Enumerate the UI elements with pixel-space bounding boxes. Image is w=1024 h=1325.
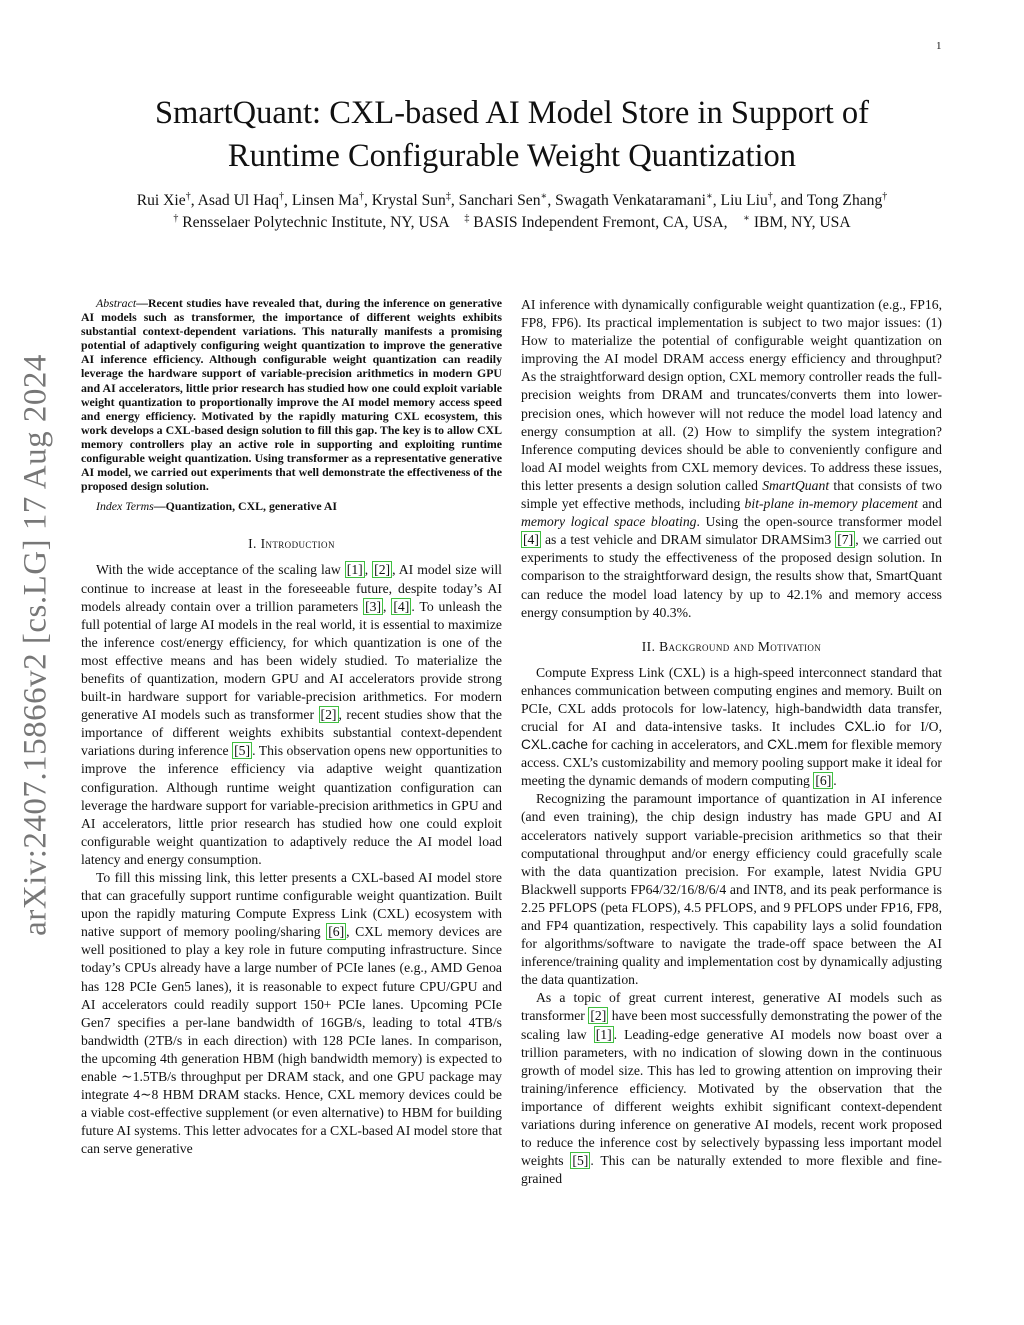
- text-run: , we carried out experiments to study the effectiveness of the proposed design solution. In comparison to the straightforward design, the results show that, SmartQuant can reduce the model load latency by up to 42.1% and memory access energy consumption by 40.3%.: [521, 532, 942, 620]
- title-line-2: Runtime Configurable Weight Quantization: [227, 138, 797, 174]
- background-paragraph-2: Recognizing the paramount importance of quantization in AI inference (and even training), the chip design industry has made GPU and AI accelerators natively support variable-precision arithmetics so that their computational throughput and/or energy efficiency could gracefully scale with the data quantization precision. For example, latest Nvidia GPU Blackwell supports FP64/32/16/8/6/4 and INT8, and its peak performance is 2.25 PFLOPS (peta FLOPS), 4.5 PFLOPS, and 9 PFLOPS under FP16, FP8, and FP4 quantization, respectively. This capability lays a solid foundation for algorithms/software to navigate the trade-off space between the AI inference/training quality and implementation cost by dynamically adjusting the data quantization.: [521, 791, 942, 988]
- index-terms-text: —Quantization, CXL, generative AI: [153, 499, 338, 514]
- text-run: . To unleash the full potential of large AI models in the real world, it is essential to maximize the inference cost/energy efficiency, for which quantization is one of the most effective means and has been widely studied. To materialize the benefits of quantization, modern GPU and AI accelerators provide strong built-in hardware support for variable-precision arithmetics. For modern generative AI models such as transformer: [81, 598, 502, 723]
- affiliation-mark: ‡: [464, 212, 470, 224]
- paper-title: [80, 92, 944, 178]
- citation-link[interactable]: [2]: [320, 707, 337, 723]
- right-column: [521, 296, 942, 1188]
- author-mark: †: [882, 190, 888, 202]
- citation-link[interactable]: [4]: [393, 598, 410, 614]
- emphasis: memory logical space bloating: [521, 514, 697, 530]
- intro-paragraph-1: [81, 561, 502, 869]
- intro-paragraph-2-continued: [521, 296, 942, 622]
- abstract-text: —Recent studies have revealed that, during the inference on generative AI models such as transformer, the importance of different weights exhibits substantial context-dependent variations. This naturally manifests a promising potential of adaptively configuring weight quantization to improve the generative AI inference efficiency. Although configurable weight quantization can readily leverage the hardware support of variable-precision arithmetics in modern GPU and AI accelerators, little prior research has studied how one could exploit variable weight quantization to proportionally improve the AI model memory access speed and energy efficiency. Motivated by the rapidly maturing CXL ecosystem, this work develops a CXL-based design solution to fill this gap. The key is to allow CXL memory controllers play an active role in supporting and exploiting runtime configurable weight quantization. Using transformer as a representative generative AI model, we carried out experiments that well demonstrate the effectiveness of the proposed design solution.: [81, 296, 502, 494]
- text-run: Compute Express Link (CXL) is a high-speed interconnect standard that enhances communication between computing engines and memory. Built on PCIe, CXL adds protocols for low-latency, high-bandwidth data transfer, crucial for AI and data-intensive tasks. It includes: [521, 664, 942, 734]
- affiliation-text: BASIS Independent Fremont, CA, USA,: [473, 214, 728, 231]
- page-number: 1: [936, 40, 942, 52]
- citation-link[interactable]: [4]: [523, 532, 539, 548]
- author-mark: †: [767, 190, 773, 202]
- citation-link[interactable]: [3]: [365, 598, 382, 614]
- author-name: Sanchari Sen: [458, 192, 541, 209]
- arxiv-id: arXiv:2407.15866v2 [cs.LG] 17 Aug 2024: [17, 354, 54, 936]
- text-run: and: [917, 496, 942, 512]
- protocol-name: CXL.mem: [767, 737, 828, 753]
- background-paragraph-1: [521, 664, 942, 791]
- text-run: ,: [383, 598, 392, 614]
- citation-link[interactable]: [2]: [374, 562, 391, 578]
- text-run: for flexible memory access. CXL’s customizability and memory pooling support make it ideal for meeting the dynamic demands of modern computing: [521, 737, 942, 789]
- title-line-1: SmartQuant: CXL-based AI Model Store in Support of: [154, 95, 870, 131]
- section-heading-introduction: I. Introduction: [248, 536, 335, 552]
- section-heading-background: II. Background and Motivation: [641, 638, 822, 654]
- author-name: Swagath Venkataramani: [555, 192, 706, 209]
- affiliation-mark: †: [173, 212, 179, 224]
- author-mark: ∗: [705, 190, 713, 202]
- citation-link[interactable]: [2]: [590, 1008, 607, 1024]
- text-run: . This observation opens new opportunities to improve the inference efficiency via adaptive weight quantization configuration. Although runtime weight quantization configuration can leverage the hardware support for variable-precision arithmetics in GPU and AI accelerators, little prior research has studied how one could exploit configurable weight quantization to adaptively reduce the AI model load latency and energy consumption.: [81, 743, 502, 867]
- author-mark: †: [279, 190, 285, 202]
- text-run: as a test vehicle and DRAM simulator DRAMSim3: [540, 532, 836, 548]
- intro-paragraph-2: [81, 869, 502, 1159]
- citation-link[interactable]: [1]: [595, 1026, 612, 1042]
- author-mark: †: [358, 190, 364, 202]
- citation-link[interactable]: [5]: [234, 743, 251, 759]
- author-list: Rui Xie†, Asad Ul Haq†, Linsen Ma†, Krystal Sun‡, Sanchari Sen∗, Swagath Venkataramani∗, Liu Liu†, and Tong Zhang†: [136, 190, 888, 209]
- text-run: for I/O,: [885, 718, 942, 734]
- text-run: ,: [364, 562, 373, 578]
- author-name: Linsen Ma: [291, 192, 359, 209]
- author-and: and: [780, 192, 804, 209]
- text-run: for caching in accelerators, and: [587, 737, 768, 753]
- text-run: . Leading-edge generative AI models now boast over a trillion parameters, with no indication of slowing down in the continuous growth of model size. This has led to growing attention on improving their training/inference efficiency. Motivated by the observation that the importance of different weights exhibit significant context-dependent variations during inference on generative AI models, recent work proposed to reduce the inference cost by selectively bypassing less important model weights: [521, 1026, 942, 1169]
- text-run: . This can be naturally extended to more flexible and fine-grained: [521, 1153, 942, 1187]
- author-mark: ∗: [540, 190, 548, 202]
- protocol-name: CXL.io: [844, 718, 886, 734]
- text-run: As a topic of great current interest, generative AI models such as transformer: [521, 990, 942, 1024]
- abstract: [81, 296, 502, 493]
- citation-link[interactable]: [5]: [572, 1153, 589, 1169]
- text-run: . Using the open-source transformer model: [696, 514, 942, 530]
- citation-link[interactable]: [6]: [328, 924, 345, 940]
- background-paragraph-3: [521, 989, 942, 1188]
- emphasis: bit-plane in-memory placement: [744, 496, 918, 512]
- index-terms-label: Index Terms: [96, 499, 154, 514]
- emphasis: SmartQuant: [762, 477, 830, 493]
- arxiv-sidebar: [16, 345, 56, 945]
- author-mark: †: [185, 190, 191, 202]
- abstract-label: Abstract: [96, 296, 137, 310]
- text-run: , recent studies show that the importance of different weights exhibits substantial context-dependent variations during inference: [81, 707, 502, 759]
- author-name: Tong Zhang: [806, 192, 883, 209]
- text-run: With the wide acceptance of the scaling law: [96, 562, 345, 578]
- text-run: , CXL memory devices are well positioned to play a key role in future computing infrastructure. Since today’s CPUs already have a large number of PCIe lanes (e.g., AMD Genoa has 128 PCIe Gen5 lanes), it is reasonable to expect future CPU/GPU and AI accelerators could readily support 150+ PCIe lanes. Upcoming PCIe Gen7 specifies a per-lane bandwidth of 16GB/s, leading to total 4TB/s bandwidth (2TB/s in each direction) with 128 PCIe lanes. In comparison, the upcoming 4th generation HBM (high bandwidth memory) is expected to enable ∼1.5TB/s throughput per DRAM stack, and one GPU package may integrate 4∼8 HBM DRAM stacks. Hence, CXL memory devices could be a viable cost-effective supplement (or even alternative) to HBM for building future AI systems. This letter advocates for a CXL-based AI model store that can serve generative: [81, 924, 502, 1157]
- protocol-name: CXL.cache: [521, 737, 588, 753]
- text-run: that consists of two simple yet effective methods, including: [521, 477, 942, 512]
- affiliation-text: IBM, NY, USA: [753, 214, 851, 231]
- index-terms: [81, 499, 502, 513]
- affiliation-text: Rensselaer Polytechnic Institute, NY, USA: [182, 214, 449, 231]
- citation-link[interactable]: [6]: [815, 773, 832, 789]
- author-name: Krystal Sun: [371, 192, 446, 209]
- left-column: [81, 296, 502, 1159]
- author-name: Liu Liu: [720, 192, 768, 209]
- citation-link[interactable]: [1]: [346, 562, 363, 578]
- author-name: Rui Xie: [136, 192, 186, 209]
- affiliations: [70, 212, 954, 233]
- text-run: , AI model size will continue to increase at least in the foreseeable future, despite today’s AI models already contain over a trillion parameters: [81, 562, 502, 614]
- citation-link[interactable]: [7]: [837, 532, 854, 548]
- author-name: Asad Ul Haq: [197, 192, 280, 209]
- text-run: have been most successfully demonstrating the power of the scaling law: [521, 1008, 942, 1042]
- text-run: To fill this missing link, this letter presents a CXL-based AI model store that can gracefully support runtime configurable weight quantization. Built upon the rapidly maturing Compute Express Link (CXL) ecosystem with native support of memory pooling/sharing: [81, 870, 502, 940]
- text-run: .: [833, 773, 837, 789]
- text-run: AI inference with dynamically configurable weight quantization (e.g., FP16, FP8, FP6). Its practical implementation is subject to two major issues: (1) How to materialize the potential of configurable weight quantization on improving the AI model DRAM access energy efficiency and throughput? As the straightforward design option, CXL memory controller reads the full-precision weights from DRAM and truncates/converts them into lower-precision ones, which however will not reduce the model load latency and energy consumption at all. (2) How to simplify the system integration? Inference computing devices should be able to conveniently configure and load AI model weights from CXL memory devices. To address these issues, this letter presents a design solution called: [521, 297, 942, 493]
- affiliation-mark: ∗: [743, 212, 750, 224]
- author-mark: ‡: [445, 190, 451, 202]
